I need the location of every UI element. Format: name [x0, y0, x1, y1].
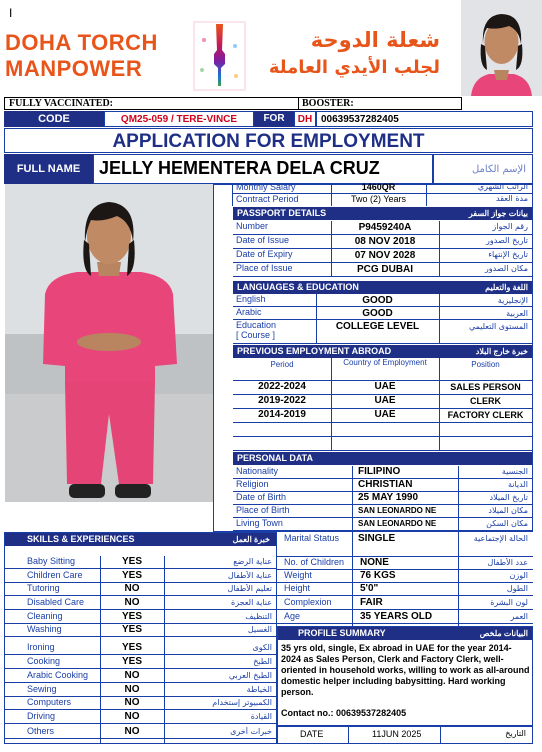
date-value: 11JUN 2025 — [372, 729, 422, 739]
skill-value: YES — [121, 657, 142, 667]
passport-field-label-ar: تاريخ الإنتهاء — [488, 250, 528, 259]
page-title: APPLICATION FOR EMPLOYMENT — [4, 128, 533, 153]
personal-field-label: Nationality — [236, 466, 279, 476]
language-label: Arabic — [236, 307, 262, 317]
divider — [5, 682, 276, 683]
divider — [331, 221, 332, 277]
skill-label-ar: عناية العجزة — [231, 598, 272, 607]
passport-field-label: Date of Issue — [236, 235, 290, 245]
divider — [277, 582, 533, 583]
body-field-value: NONE — [360, 558, 389, 568]
skill-label-ar: خبرات أخرى — [230, 727, 272, 736]
personal-field-label: Religion — [236, 479, 269, 489]
profile-heading — [278, 627, 532, 640]
full-name-label-ar: الإسم الكامل — [433, 154, 533, 184]
skill-label: Washing — [27, 624, 62, 634]
divider — [233, 530, 532, 531]
body-field-label: Age — [284, 611, 301, 621]
applicant-headshot — [461, 0, 542, 96]
body-field-value: 76 KGS — [360, 571, 396, 581]
divider — [233, 436, 532, 437]
body-field-value: 5'0" — [360, 584, 379, 594]
page-marker: I — [9, 6, 13, 20]
passport-heading-text: PASSPORT DETAILS — [237, 208, 327, 218]
divider — [5, 609, 276, 610]
divider — [5, 668, 276, 669]
skill-label: Tutoring — [27, 583, 60, 593]
body-field-label-ar: الوزن — [509, 571, 528, 580]
booster-label: BOOSTER: — [302, 98, 354, 109]
skill-label-ar: عناية الرضع — [233, 557, 272, 566]
divider — [5, 723, 276, 724]
skill-label: Arabic Cooking — [27, 670, 89, 680]
marital-value: SINGLE — [358, 534, 396, 544]
divider — [233, 408, 532, 409]
phone-number: 00639537282405 — [316, 111, 533, 127]
body-field-label: Height — [284, 583, 311, 593]
col-country-header: Country of Employment — [343, 358, 427, 367]
personal-heading — [233, 452, 532, 465]
company-name-en-line2: MANPOWER — [5, 56, 143, 81]
skill-label-ar: الطبخ العربي — [228, 671, 272, 680]
skill-value: NO — [124, 685, 140, 695]
employment-heading — [233, 345, 532, 358]
skills-heading-ar: خبرة العمل — [232, 535, 270, 544]
skill-label: Computers — [27, 697, 72, 707]
passport-field-label-ar: تاريخ الصدور — [486, 236, 528, 245]
skill-value: YES — [121, 612, 142, 622]
personal-field-value: SAN LEONARDO NE — [358, 519, 437, 528]
divider — [100, 556, 101, 744]
divider — [277, 623, 533, 624]
body-field-label: Complexion — [284, 597, 332, 607]
code-value: QM25-059 / TERE-VINCE — [104, 111, 254, 127]
code-label: CODE — [4, 111, 104, 127]
skill-label: Cleaning — [27, 611, 63, 621]
date-label-ar: التاريخ — [505, 729, 526, 738]
language-label: Education — [236, 320, 277, 330]
profile-heading-ar: البيانات ملخص — [479, 629, 528, 638]
skills-heading-text: SKILLS & EXPERIENCES — [27, 534, 135, 544]
personal-field-value: CHRISTIAN — [358, 480, 413, 490]
skill-label: Sewing — [27, 684, 57, 694]
passport-heading-ar: بيانات جواز السفر — [468, 209, 528, 218]
body-field-value: FAIR — [360, 598, 383, 608]
divider — [439, 294, 440, 344]
divider — [277, 595, 533, 596]
divider — [458, 466, 459, 532]
employment-position: FACTORY CLERK — [447, 410, 524, 420]
skill-label: Baby Sitting — [27, 556, 76, 566]
passport-field-label: Place of Issue — [236, 263, 293, 273]
employment-period: 2022-2024 — [258, 382, 306, 392]
employment-period: 2019-2022 — [258, 396, 306, 406]
fully-vaccinated-label: FULLY VACCINATED: — [9, 98, 114, 109]
skill-label-ar: الكوى — [252, 643, 272, 652]
personal-field-label-ar: الجنسية — [501, 467, 528, 476]
skill-label: Driving — [27, 711, 56, 721]
skill-value: NO — [124, 671, 140, 681]
company-name-en-line1: DOHA TORCH — [5, 30, 158, 55]
passport-field-value: PCG DUBAI — [356, 265, 414, 275]
full-name-label: FULL NAME — [4, 154, 93, 184]
divider — [5, 568, 276, 569]
contract-value: Two (2) Years — [350, 194, 407, 204]
passport-field-value: 08 NOV 2018 — [354, 237, 416, 247]
personal-field-label: Living Town — [236, 518, 283, 528]
divider — [5, 738, 276, 739]
divider — [277, 569, 533, 570]
personal-field-label: Place of Birth — [236, 505, 290, 515]
personal-field-value: FILIPINO — [358, 467, 401, 477]
employment-country: UAE — [374, 382, 396, 392]
divider — [233, 394, 532, 395]
divider — [5, 595, 276, 596]
skill-value: NO — [124, 698, 140, 708]
personal-field-value: 25 MAY 1990 — [358, 493, 419, 503]
col-position-header: Position — [471, 360, 500, 369]
divider — [316, 294, 317, 344]
personal-field-label-ar: تاريخ الميلاد — [489, 493, 528, 502]
col-period-header: Period — [270, 360, 294, 369]
employment-heading-ar: خبرة خارج البلاد — [475, 347, 528, 356]
divider — [5, 654, 276, 655]
skill-label-ar: الخياطة — [246, 685, 272, 694]
salary-label-ar: الراتب الشهري — [477, 182, 528, 191]
language-label: English — [236, 294, 266, 304]
contact-value: 00639537282405 — [336, 708, 407, 718]
skills-heading — [5, 533, 276, 546]
passport-field-label-ar: مكان الصدور — [484, 264, 528, 273]
skill-value: YES — [121, 571, 142, 581]
language-label-ar: المستوى التعليمي — [468, 322, 528, 331]
divider — [233, 276, 532, 277]
company-name-ar-line2: لجلب الأيدي العاملة — [268, 57, 440, 78]
employment-country: UAE — [374, 396, 396, 406]
personal-field-label: Date of Birth — [236, 492, 287, 502]
personal-field-label-ar: مكان السكن — [486, 519, 528, 528]
body-field-label: Weight — [284, 570, 312, 580]
languages-heading-text: LANGUAGES & EDUCATION — [237, 282, 359, 292]
passport-field-value: P9459240A — [358, 223, 412, 233]
language-label-ar: الإنجليزية — [497, 296, 528, 305]
divider — [5, 636, 276, 637]
date-label: DATE — [300, 729, 324, 739]
skill-label: Ironing — [27, 642, 55, 652]
divider — [233, 319, 532, 320]
personal-field-label-ar: مكان الميلاد — [488, 506, 528, 515]
skill-label-ar: عناية الأطفال — [227, 571, 272, 580]
skill-label: Others — [27, 726, 55, 736]
skill-label-ar: القيادة — [250, 712, 272, 721]
language-value: GOOD — [362, 309, 393, 319]
skill-value: NO — [124, 727, 140, 737]
passport-field-label: Date of Expiry — [236, 249, 293, 259]
skill-label-ar: التنظيف — [245, 612, 272, 621]
torch-logo — [192, 20, 247, 92]
skill-label-ar: الكمبيوتر إستخدام — [212, 698, 272, 707]
skill-label: Disabled Care — [27, 597, 85, 607]
employment-country: UAE — [374, 410, 396, 420]
language-value: GOOD — [362, 296, 393, 306]
marital-label: Marital Status — [284, 533, 340, 543]
full-name-value: JELLY HEMENTERA DELA CRUZ — [93, 154, 433, 184]
skill-label-ar: الغسيل — [247, 625, 272, 634]
skill-value: YES — [121, 643, 142, 653]
divider — [5, 709, 276, 710]
passport-heading — [233, 207, 532, 220]
salary-value: 1460QR — [361, 182, 396, 192]
profile-summary-text: 35 yrs old, single, Ex abroad in UAE for the year 2014-2024 as Sales Person, Clerk and Factory Clerk, well-oriented in household works, willing to work as all-around domestic helper including babysitting. Hard working person. — [281, 643, 530, 697]
language-label-sub: [ Course ] — [236, 330, 276, 340]
divider — [233, 422, 532, 423]
salary-label: Monthly Salary — [236, 182, 296, 192]
divider — [233, 380, 532, 381]
body-field-label-ar: الطول — [506, 584, 528, 593]
body-field-label-ar: لون البشرة — [490, 598, 528, 607]
for-label: FOR — [254, 111, 294, 127]
for-value: DH — [294, 111, 316, 127]
contact-line — [281, 708, 406, 718]
skill-label: Cooking — [27, 656, 61, 666]
body-field-label-ar: عدد الأطفال — [487, 558, 528, 567]
body-field-label-ar: العمر — [510, 612, 528, 621]
divider — [233, 343, 532, 344]
skill-value: NO — [124, 584, 140, 594]
profile-heading-text: PROFILE SUMMARY — [298, 628, 386, 638]
divider — [233, 450, 532, 451]
personal-field-label-ar: الديانة — [507, 480, 528, 489]
skill-label-ar: تعليم الأطفال — [227, 584, 272, 593]
skill-value: YES — [121, 625, 142, 635]
divider — [233, 478, 532, 479]
applicant-full-photo — [5, 184, 213, 502]
employment-period: 2014-2019 — [258, 410, 306, 420]
skill-value: NO — [124, 598, 140, 608]
skill-label-ar: الطبخ — [253, 657, 272, 666]
divider — [352, 466, 353, 532]
languages-heading-ar: اللغة والتعليم — [485, 283, 528, 292]
personal-field-value: SAN LEONARDO NE — [358, 506, 437, 515]
skill-value: YES — [121, 557, 142, 567]
company-name-ar-line1: شعلة الدوحة — [310, 28, 440, 52]
passport-field-value: 07 NOV 2028 — [354, 251, 416, 261]
contact-label: Contact no.: — [281, 708, 334, 718]
personal-heading-text: PERSONAL DATA — [237, 453, 314, 463]
divider — [164, 556, 165, 744]
skill-label: Children Care — [27, 570, 83, 580]
divider — [233, 306, 532, 307]
body-field-label: No. of Children — [284, 557, 345, 567]
passport-field-label: Number — [236, 221, 269, 231]
passport-field-label-ar: رقم الجواز — [492, 222, 528, 231]
employment-heading-text: PREVIOUS EMPLOYMENT ABROAD — [237, 346, 392, 356]
employment-position: SALES PERSON — [450, 382, 521, 392]
employment-position: CLERK — [470, 396, 501, 406]
marital-label-ar: الحالة الإجتماعية — [473, 534, 528, 543]
languages-heading — [233, 281, 532, 294]
language-value: COLLEGE LEVEL — [335, 322, 420, 332]
divider — [439, 221, 440, 277]
skill-value: NO — [124, 712, 140, 722]
divider — [277, 609, 533, 610]
divider — [439, 358, 440, 451]
contract-label-ar: مدة العقد — [496, 194, 528, 203]
body-field-value: 35 YEARS OLD — [360, 612, 433, 622]
contract-label: Contract Period — [236, 194, 299, 204]
language-label-ar: العربية — [506, 309, 528, 318]
divider — [331, 358, 332, 451]
